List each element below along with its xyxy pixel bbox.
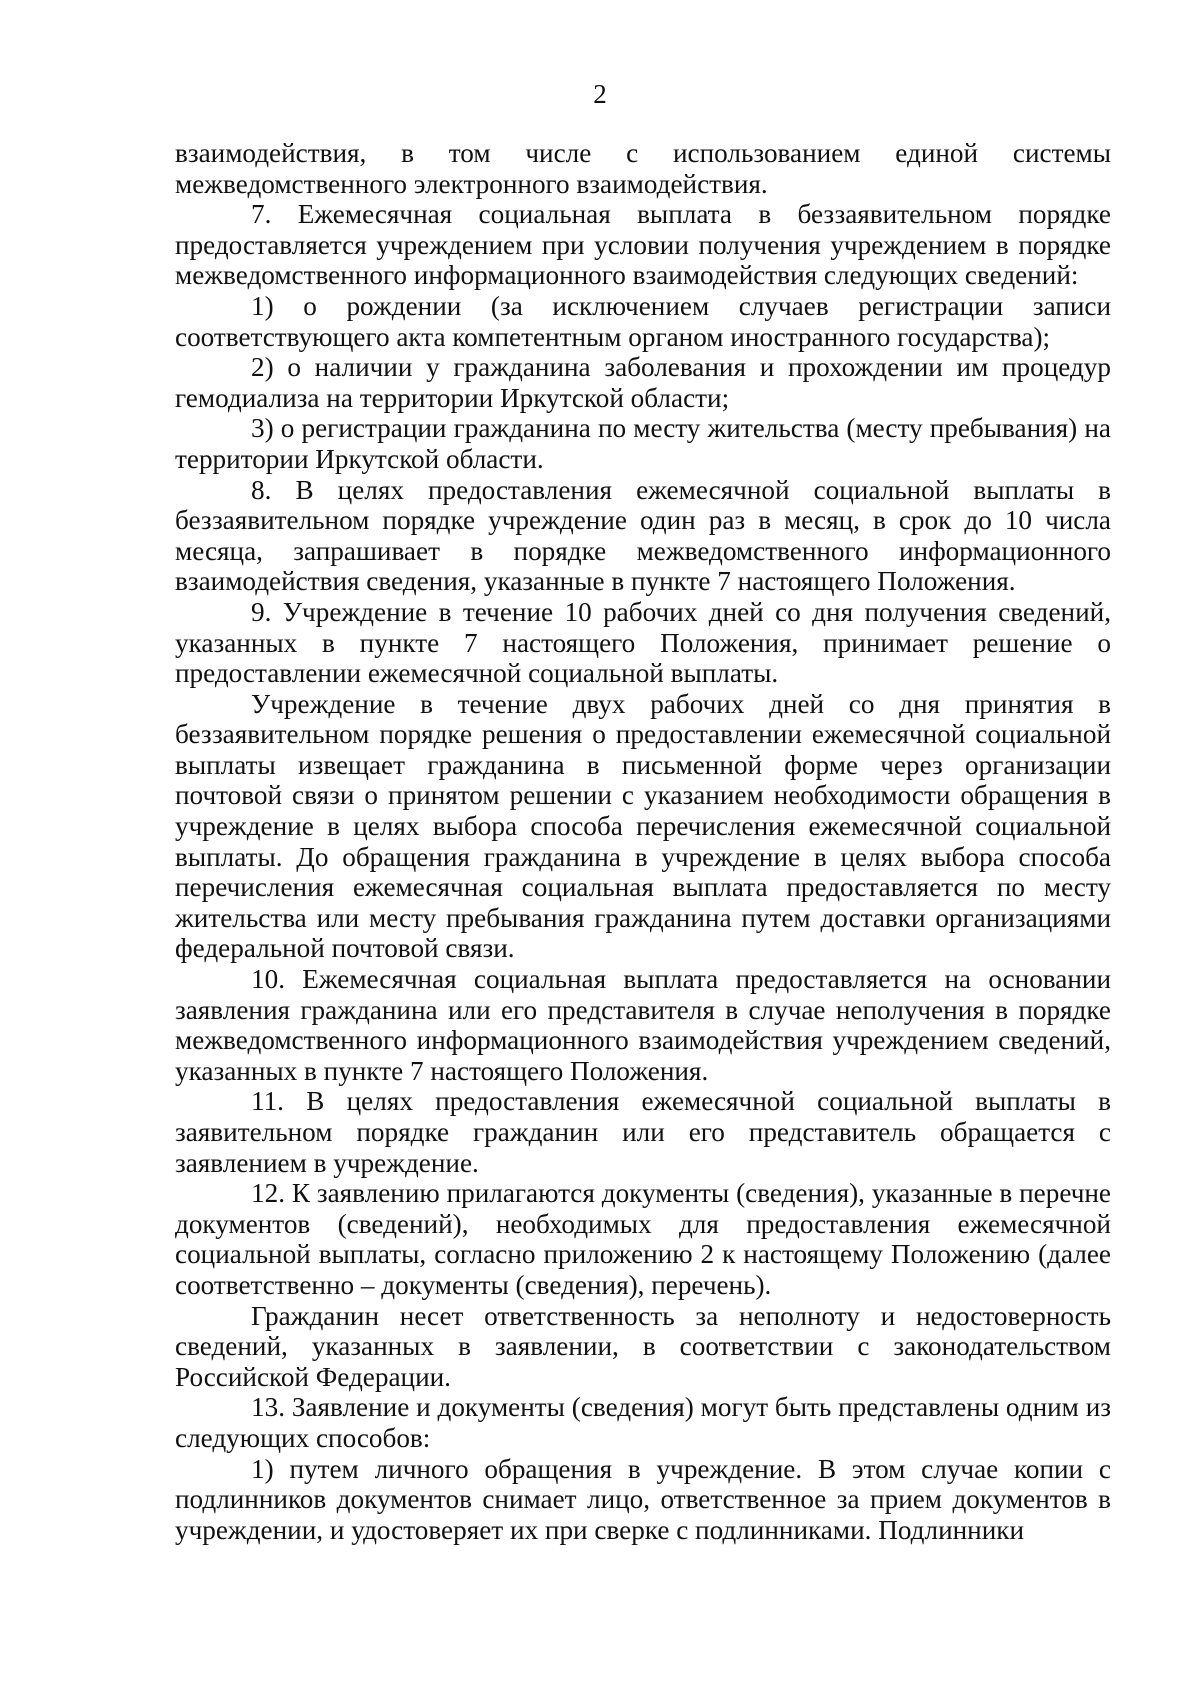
paragraph-item-12: 12. К заявлению прилагаются документы (сведения), указанные в перечне документов (сведений), необходимых для предоставления ежемесячной социальной выплаты, согласно приложению 2 к настоящему Положению (далее соответственно – документы (сведения), перечень). bbox=[175, 1178, 1111, 1300]
paragraph-subitem-7-2: 2) о наличии у гражданина заболевания и прохождении им процедур гемодиализа на территории Иркутской области; bbox=[175, 352, 1111, 413]
paragraph-continuation: взаимодействия, в том числе с использованием единой системы межведомственного электронного взаимодействия. bbox=[175, 138, 1111, 199]
paragraph-subitem-7-1: 1) о рождении (за исключением случаев регистрации записи соответствующего акта компетентным органом иностранного государства); bbox=[175, 290, 1111, 352]
paragraph-item-9-notice: Учреждение в течение двух рабочих дней со дня принятия в беззаявительном порядке решения о предоставлении ежемесячной социальной выплаты извещает гражданина в письменной форме через организации почтовой связи о принятом решении с указанием необходимости обращения в учреждение в целях выбора способа перечисления ежемесячной социальной выплаты. До обращения гражданина в учреждение в целях выбора способа перечисления ежемесячная социальная выплата предоставляется по месту жительства или месту пребывания гражданина путем доставки организациями федеральной почтовой связи. bbox=[175, 688, 1111, 964]
page-number: 2 bbox=[593, 79, 607, 109]
paragraph-item-11: 11. В целях предоставления ежемесячной социальной выплаты в заявительном порядке гражданин или его представитель обращается с заявлением в учреждение. bbox=[175, 1086, 1111, 1178]
document-body bbox=[175, 138, 1111, 1545]
paragraph-item-12-responsibility: Гражданин несет ответственность за неполноту и недостоверность сведений, указанных в заявлении, в соответствии с законодательством Российской Федерации. bbox=[175, 1300, 1111, 1392]
paragraph-subitem-7-3: 3) о регистрации гражданина по месту жительства (месту пребывания) на территории Иркутской области. bbox=[175, 413, 1111, 474]
paragraph-subitem-13-1: 1) путем личного обращения в учреждение. В этом случае копии с подлинников документов снимает лицо, ответственное за прием документов в учреждении, и удостоверяет их при сверке с подлинниками. Подлинники bbox=[175, 1453, 1111, 1545]
paragraph-item-8: 8. В целях предоставления ежемесячной социальной выплаты в беззаявительном порядке учреждение один раз в месяц, в срок до 10 числа месяца, запрашивает в порядке межведомственного информационного взаимодействия сведения, указанные в пункте 7 настоящего Положения. bbox=[175, 474, 1111, 597]
paragraph-item-13: 13. Заявление и документы (сведения) могут быть представлены одним из следующих способов: bbox=[175, 1392, 1111, 1453]
paragraph-item-7: 7. Ежемесячная социальная выплата в беззаявительном порядке предоставляется учреждением при условии получения учреждением в порядке межведомственного информационного взаимодействия следующих сведений: bbox=[175, 199, 1111, 291]
paragraph-item-9: 9. Учреждение в течение 10 рабочих дней со дня получения сведений, указанных в пункте 7 настоящего Положения, принимает решение о предоставлении ежемесячной социальной выплаты. bbox=[175, 596, 1111, 689]
paragraph-item-10: 10. Ежемесячная социальная выплата предоставляется на основании заявления гражданина или его представителя в случае неполучения в порядке межведомственного информационного взаимодействия учреждением сведений, указанных в пункте 7 настоящего Положения. bbox=[175, 964, 1111, 1086]
